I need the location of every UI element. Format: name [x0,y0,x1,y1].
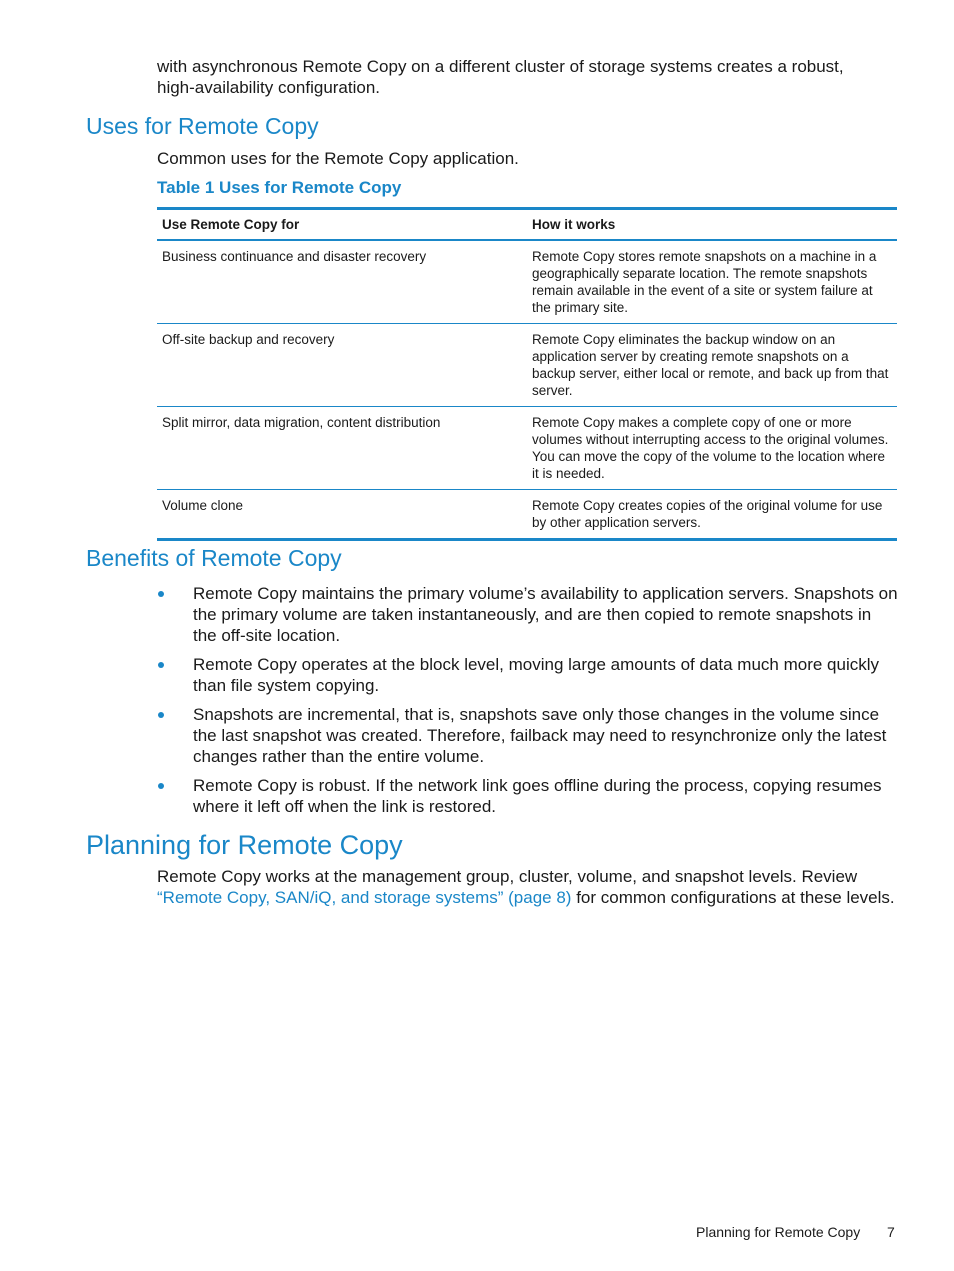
bullet-icon [158,662,164,668]
table-row [157,240,897,324]
planning-text-after: for common configurations at these levels. [571,888,895,907]
intro-paragraph [157,56,897,98]
planning-paragraph [157,866,897,908]
uses-intro-text: Common uses for the Remote Copy application. [157,149,519,168]
footer-title: Planning for Remote Copy [696,1224,861,1240]
table-row [157,407,897,490]
planning-heading: Planning for Remote Copy [86,830,403,860]
list-item [157,583,899,646]
table-cell-use: Business continuance and disaster recovery [162,249,427,264]
benefits-list [157,583,899,817]
bullet-icon [158,591,164,597]
list-item [157,704,899,767]
list-item [157,775,899,817]
table-row [157,490,897,540]
uses-table [157,207,897,541]
benefits-heading: Benefits of Remote Copy [86,545,342,571]
list-item-text: Remote Copy maintains the primary volume’s availability to application servers. Snapshots on the primary volume are taken instantaneously, and are then copied to remote snapshots in the off-site location. [193,584,898,645]
table-cell-how: Remote Copy makes a complete copy of one or more volumes without interrupting access to the original volumes. You can move the copy of the volume to the location where it is needed. [532,415,889,481]
table-caption: Table 1 Uses for Remote Copy [157,178,402,197]
uses-table-wrapper [157,207,897,541]
bullet-icon [158,783,164,789]
table-cell-how: Remote Copy eliminates the backup window on an application server by creating remote snapshots on a backup server, either local or remote, and back up from that server. [532,332,889,398]
table-header-row [157,209,897,241]
table-cell-use: Volume clone [162,498,244,513]
table-cell-how: Remote Copy creates copies of the original volume for use by other application servers. [532,498,883,530]
page-number: 7 [887,1224,895,1240]
uses-heading: Uses for Remote Copy [86,113,319,139]
intro-line-1: with asynchronous Remote Copy on a different cluster of storage systems creates a robust, [157,57,844,76]
table-cell-how: Remote Copy stores remote snapshots on a machine in a geographically separate location. The remote snapshots remain available in the event of a site or system failure at the primary site. [532,249,877,315]
table-header-use: Use Remote Copy for [162,217,300,232]
table-cell-use: Split mirror, data migration, content distribution [162,415,441,430]
list-item-text: Remote Copy is robust. If the network link goes offline during the process, copying resumes where it left off when the link is restored. [193,776,882,816]
planning-text-before: Remote Copy works at the management group, cluster, volume, and snapshot levels. Review [157,867,858,886]
list-item-text: Remote Copy operates at the block level, moving large amounts of data much more quickly than file system copying. [193,655,880,695]
table-row [157,324,897,407]
table-header-how: How it works [532,217,616,232]
bullet-icon [158,712,164,718]
list-item [157,654,899,696]
planning-cross-reference-link[interactable]: “Remote Copy, SAN/iQ, and storage systems” (page 8) [157,888,572,907]
list-item-text: Snapshots are incremental, that is, snapshots save only those changes in the volume since the last snapshot was created. Therefore, failback may need to resynchronize only the latest changes rather than the entire volume. [193,705,887,766]
table-cell-use: Off-site backup and recovery [162,332,335,347]
intro-line-2: high-availability configuration. [157,78,381,97]
benefits-list-wrapper [157,583,899,825]
